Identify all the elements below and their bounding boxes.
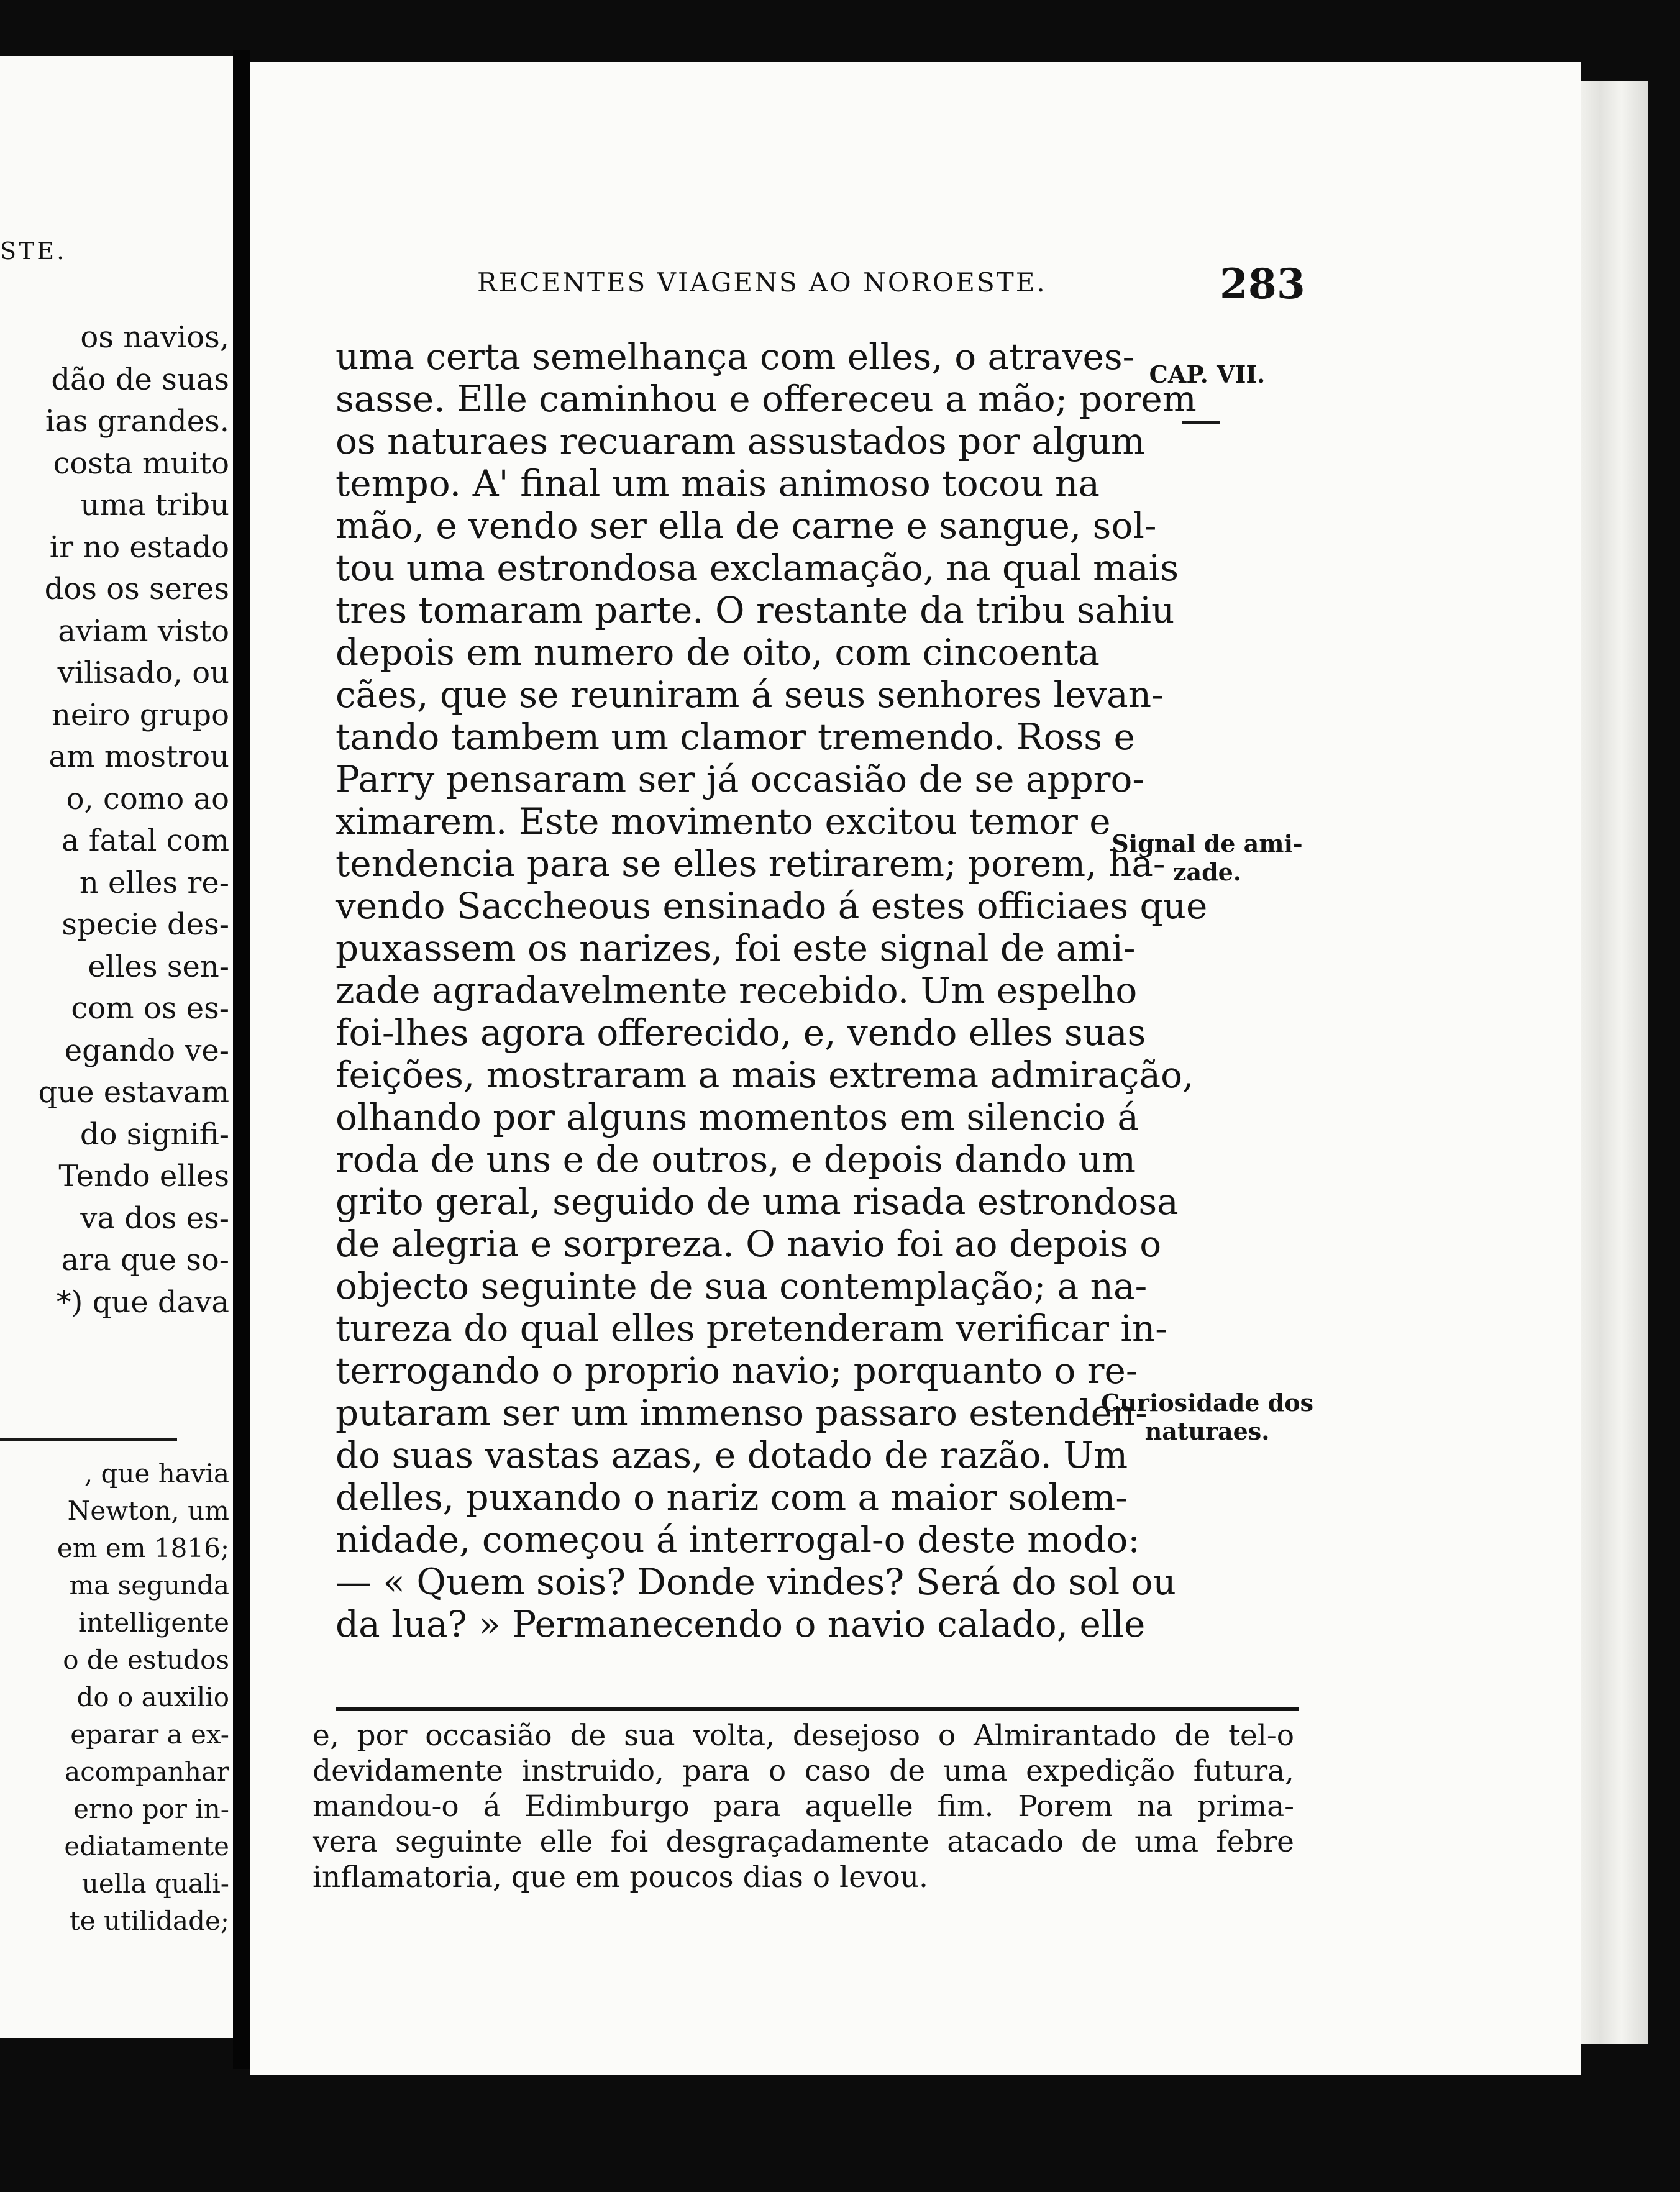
text-line: am mostrou xyxy=(48,739,229,774)
chapter-marker: CAP. VII. xyxy=(1149,360,1266,388)
margin-note-curiosity xyxy=(1095,1389,1319,1446)
footnote-line: eparar a ex- xyxy=(70,1719,229,1750)
text-line: de alegria e sorpreza. O navio foi ao depois o xyxy=(336,1223,1162,1265)
left-footnote-rule xyxy=(0,1438,177,1441)
text-line: n elles re- xyxy=(79,865,229,900)
margin-note-signal xyxy=(1095,829,1319,887)
footnote-line: do o auxilio xyxy=(76,1682,229,1712)
text-line: va dos es- xyxy=(80,1200,229,1236)
left-footnote-text xyxy=(0,1455,229,1940)
chapter-dash xyxy=(1182,421,1220,424)
text-line: delles, puxando o nariz com a maior solem- xyxy=(336,1476,1128,1518)
text-line: uma tribu xyxy=(80,488,229,523)
text-line: grito geral, seguido de uma risada estrondosa xyxy=(336,1180,1179,1223)
text-line: *) que dava xyxy=(56,1284,229,1320)
text-line: vendo Saccheous ensinado á estes officiaes que xyxy=(336,885,1208,927)
footnote-line: devidamente instruido, para o caso de uma expedição futura, xyxy=(313,1754,1294,1788)
margin-note-line: Signal de ami- xyxy=(1112,829,1303,857)
left-running-head: STE. xyxy=(0,237,67,265)
text-line: os naturaes recuaram assustados por algum xyxy=(336,420,1145,462)
text-line: elles sen- xyxy=(88,949,229,984)
footnote-line: em em 1816; xyxy=(57,1533,229,1563)
footnote-rule xyxy=(336,1707,1299,1711)
text-line: aviam visto xyxy=(58,613,229,649)
footnote-line: mandou-o á Edimburgo para aquelle fim. Porem na prima- xyxy=(313,1789,1294,1824)
text-line: tendencia para se elles retirarem; porem, ha- xyxy=(336,843,1166,885)
text-line: puxassem os narizes, foi este signal de ami- xyxy=(336,927,1136,969)
text-line: roda de uns e de outros, e depois dando um xyxy=(336,1138,1136,1180)
footnote-line: te utilidade; xyxy=(69,1906,229,1936)
page-number: 283 xyxy=(1220,260,1305,308)
text-line: costa muito xyxy=(53,445,229,481)
footnote-line: , que havia xyxy=(84,1458,229,1489)
text-line: tando tambem um clamor tremendo. Ross e xyxy=(336,716,1135,758)
footnote-line: vera seguinte elle foi desgraçadamente atacado de uma febre xyxy=(313,1825,1294,1859)
text-line: vilisado, ou xyxy=(57,655,229,690)
text-line: — « Quem sois? Donde vindes? Será do sol ou xyxy=(336,1561,1176,1603)
text-line: ara que so- xyxy=(61,1243,229,1277)
footnote-line: acompanhar xyxy=(65,1756,229,1787)
footnote-line: inflamatoria, que em poucos dias o levou. xyxy=(313,1860,928,1894)
footnote-line: ediatamente xyxy=(64,1831,229,1861)
text-line: do suas vastas azas, e dotado de razão. Um xyxy=(336,1434,1128,1476)
text-line: dos os seres xyxy=(44,572,229,606)
text-line: ias grandes. xyxy=(45,404,229,439)
footnote xyxy=(313,1718,1294,1895)
text-line: a fatal com xyxy=(61,823,229,858)
book-gutter xyxy=(233,50,250,2069)
text-line: objecto seguinte de sua contemplação; a na- xyxy=(336,1265,1148,1307)
text-line: com os es- xyxy=(71,991,229,1026)
text-line: o, como ao xyxy=(66,781,229,816)
margin-note-line: naturaes. xyxy=(1144,1417,1270,1445)
text-line: depois em numero de oito, com cincoenta xyxy=(336,631,1100,674)
running-head: RECENTES VIAGENS AO NOROESTE. xyxy=(477,267,1047,298)
text-line: da lua? » Permanecendo o navio calado, elle xyxy=(336,1603,1146,1645)
text-line: os navios, xyxy=(80,320,229,355)
text-line: olhando por alguns momentos em silencio á xyxy=(336,1096,1139,1138)
text-line: specie des- xyxy=(62,907,229,942)
text-line: tempo. A' final um mais animoso tocou na xyxy=(336,462,1100,505)
text-line: neiro grupo xyxy=(52,697,229,733)
text-line: Parry pensaram ser já occasião de se appro- xyxy=(336,758,1144,800)
footnote-line: uella quali- xyxy=(81,1868,229,1899)
text-line: foi-lhes agora offerecido, e, vendo elles suas xyxy=(336,1012,1146,1054)
text-line: tres tomaram parte. O restante da tribu sahiu xyxy=(336,589,1175,631)
text-line: tou uma estrondosa exclamação, na qual mais xyxy=(336,547,1179,589)
margin-note-line: zade. xyxy=(1172,858,1242,886)
text-line: nidade, começou á interrogal-o deste modo: xyxy=(336,1518,1140,1561)
footnote-line: erno por in- xyxy=(73,1794,229,1824)
left-facing-page xyxy=(0,56,233,2038)
text-line: sasse. Elle caminhou e offereceu a mão; porem xyxy=(336,378,1197,420)
text-line: ir no estado xyxy=(49,529,229,565)
footnote-line: e, por occasião de sua volta, desejoso o Almirantado de tel-o xyxy=(313,1719,1294,1753)
text-line: terrogando o proprio navio; porquanto o re- xyxy=(336,1349,1138,1392)
text-line: cães, que se reuniram á seus senhores levan- xyxy=(336,674,1164,716)
text-line: ximarem. Este movimento excitou temor e xyxy=(336,800,1111,843)
text-line: feições, mostraram a mais extrema admiração, xyxy=(336,1054,1194,1096)
text-line: zade agradavelmente recebido. Um espelho xyxy=(336,969,1138,1012)
text-line: dão de suas xyxy=(51,362,229,397)
text-line: Tendo elles xyxy=(58,1159,229,1194)
right-page xyxy=(250,62,1581,2075)
text-line: putaram ser um immenso passaro estenden- xyxy=(336,1392,1148,1434)
text-line: mão, e vendo ser ella de carne e sangue, sol- xyxy=(336,505,1157,547)
footnote-line: intelligente xyxy=(78,1607,229,1638)
footnote-line: ma segunda xyxy=(69,1570,229,1601)
text-line: do signifi- xyxy=(80,1117,229,1152)
footnote-line: Newton, um xyxy=(67,1496,229,1526)
text-line: tureza do qual elles pretenderam verificar in- xyxy=(336,1307,1167,1349)
left-body-text xyxy=(0,317,229,1323)
text-line: uma certa semelhança com elles, o atraves- xyxy=(336,336,1135,378)
text-line: egando ve- xyxy=(64,1033,229,1068)
text-line: que estavam xyxy=(38,1075,229,1110)
footnote-line: o de estudos xyxy=(63,1645,229,1675)
margin-note-line: Curiosidade dos xyxy=(1101,1389,1313,1417)
